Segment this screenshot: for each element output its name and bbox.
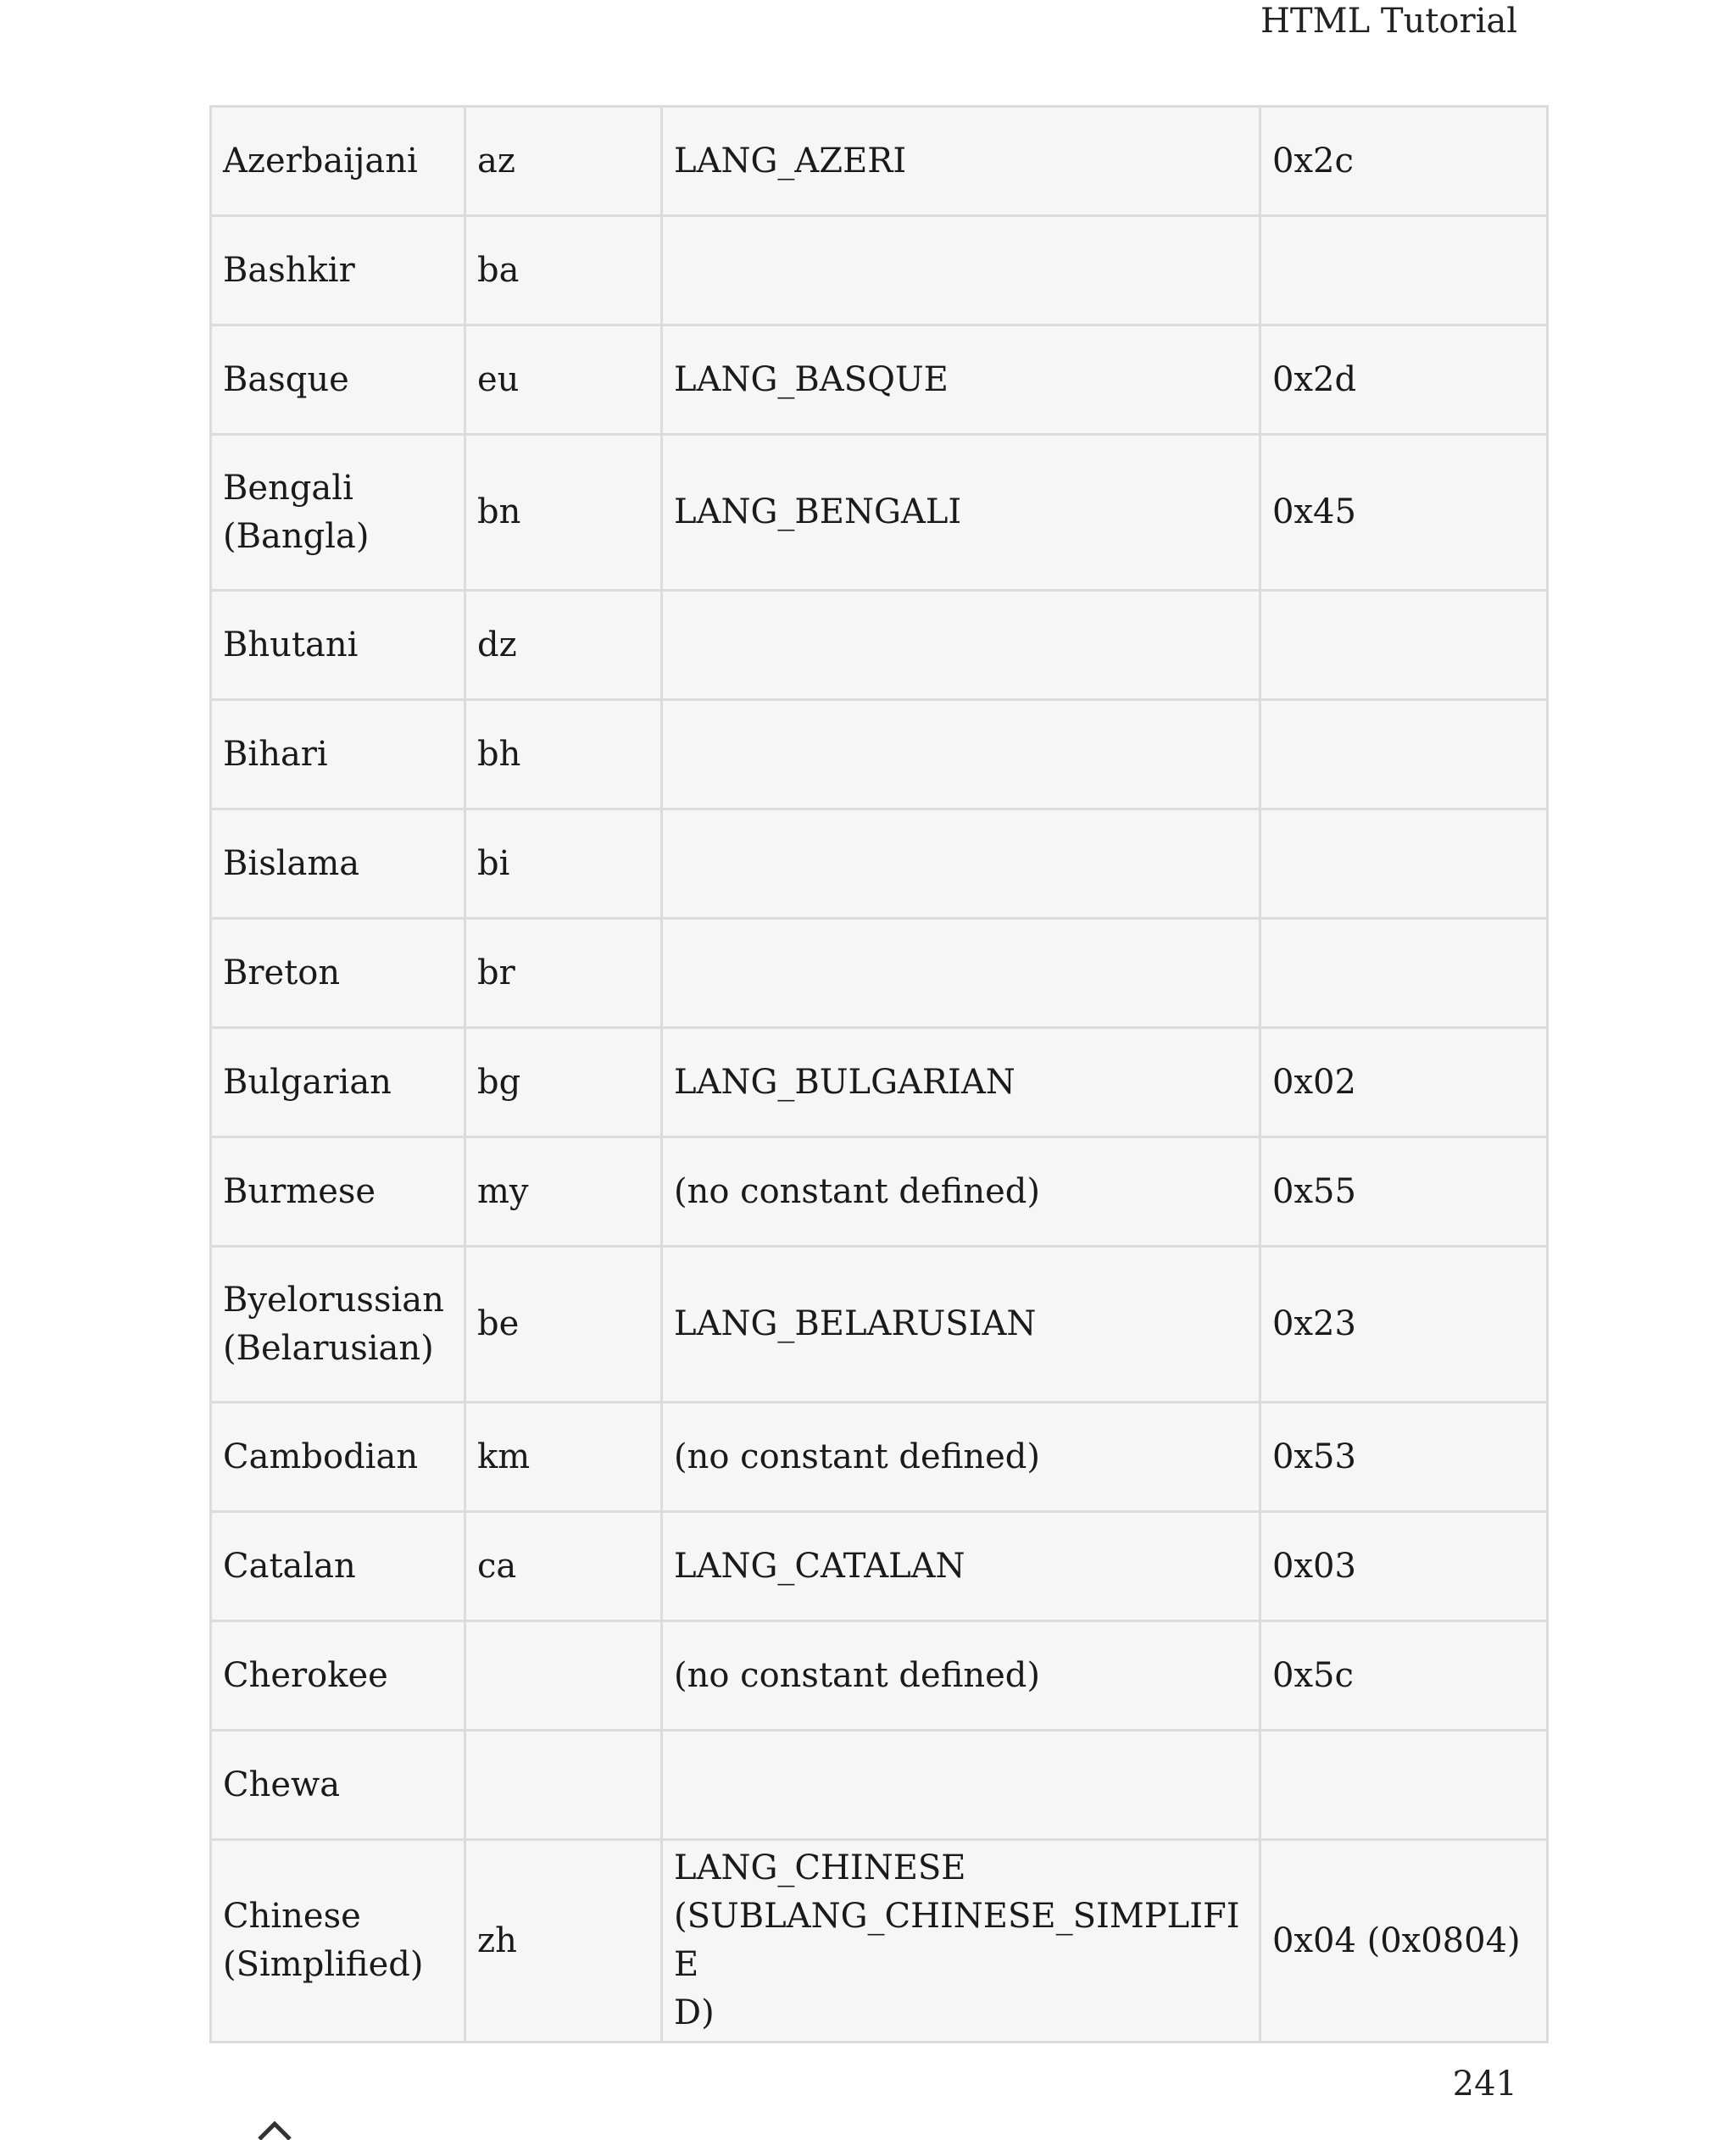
- home-icon[interactable]: [254, 2119, 295, 2140]
- language-constant: [662, 1731, 1260, 1840]
- language-value: 0x45: [1260, 435, 1548, 591]
- language-value: 0x23: [1260, 1247, 1548, 1403]
- table-row: [211, 1621, 1548, 1731]
- language-constant: (no constant defined): [662, 1403, 1260, 1512]
- language-value: [1260, 919, 1548, 1028]
- language-constant: LANG_BELARUSIAN: [662, 1247, 1260, 1403]
- language-name: Azerbaijani: [211, 107, 465, 216]
- table-row: [211, 107, 1548, 216]
- language-constant: LANG_AZERI: [662, 107, 1260, 216]
- language-code: be: [465, 1247, 662, 1403]
- table-row: [211, 591, 1548, 700]
- table-row: [211, 1840, 1548, 2043]
- table-row: [211, 1512, 1548, 1621]
- language-codes-table: [209, 105, 1549, 2043]
- language-name: Bulgarian: [211, 1028, 465, 1137]
- language-value: [1260, 809, 1548, 919]
- table-row: [211, 700, 1548, 809]
- table-row: [211, 216, 1548, 325]
- language-code: [465, 1731, 662, 1840]
- language-constant: LANG_BULGARIAN: [662, 1028, 1260, 1137]
- table-row: [211, 1731, 1548, 1840]
- language-code: bg: [465, 1028, 662, 1137]
- language-constant: [662, 591, 1260, 700]
- language-code: km: [465, 1403, 662, 1512]
- language-name: Cherokee: [211, 1621, 465, 1731]
- language-name: Bengali (Bangla): [211, 435, 465, 591]
- table-row: [211, 325, 1548, 435]
- language-value: 0x02: [1260, 1028, 1548, 1137]
- language-constant: [662, 700, 1260, 809]
- language-code: az: [465, 107, 662, 216]
- table-row: [211, 919, 1548, 1028]
- language-constant: [662, 809, 1260, 919]
- table-row: [211, 1137, 1548, 1247]
- table-row: [211, 1403, 1548, 1512]
- language-value: [1260, 1731, 1548, 1840]
- language-name: Bislama: [211, 809, 465, 919]
- table-row: [211, 809, 1548, 919]
- language-value: 0x55: [1260, 1137, 1548, 1247]
- language-value: 0x2d: [1260, 325, 1548, 435]
- language-constant: [662, 216, 1260, 325]
- language-code: zh: [465, 1840, 662, 2043]
- language-name: Basque: [211, 325, 465, 435]
- language-name: Byelorussian (Belarusian): [211, 1247, 465, 1403]
- language-name: Bihari: [211, 700, 465, 809]
- language-code: my: [465, 1137, 662, 1247]
- language-name: Chewa: [211, 1731, 465, 1840]
- language-value: [1260, 591, 1548, 700]
- table-row: [211, 435, 1548, 591]
- language-code: eu: [465, 325, 662, 435]
- language-constant: (no constant defined): [662, 1137, 1260, 1247]
- language-name: Bhutani: [211, 591, 465, 700]
- language-name: Cambodian: [211, 1403, 465, 1512]
- language-name: Chinese (Simplified): [211, 1840, 465, 2043]
- language-constant: (no constant defined): [662, 1621, 1260, 1731]
- language-name: Breton: [211, 919, 465, 1028]
- language-constant: LANG_BASQUE: [662, 325, 1260, 435]
- language-value: 0x03: [1260, 1512, 1548, 1621]
- language-constant: [662, 919, 1260, 1028]
- language-name: Burmese: [211, 1137, 465, 1247]
- language-value: [1260, 216, 1548, 325]
- language-name: Catalan: [211, 1512, 465, 1621]
- language-value: 0x04 (0x0804): [1260, 1840, 1548, 2043]
- language-code: bi: [465, 809, 662, 919]
- language-code: bh: [465, 700, 662, 809]
- language-constant: LANG_BENGALI: [662, 435, 1260, 591]
- language-name: Bashkir: [211, 216, 465, 325]
- language-constant: LANG_CHINESE (SUBLANG_CHINESE_SIMPLIFIE D): [662, 1840, 1260, 2043]
- language-code: dz: [465, 591, 662, 700]
- page-number: 241: [1452, 2065, 1517, 2104]
- language-code: ca: [465, 1512, 662, 1621]
- table-row: [211, 1028, 1548, 1137]
- language-value: 0x2c: [1260, 107, 1548, 216]
- language-code: bn: [465, 435, 662, 591]
- language-value: 0x5c: [1260, 1621, 1548, 1731]
- language-code: ba: [465, 216, 662, 325]
- language-value: [1260, 700, 1548, 809]
- table-row: [211, 1247, 1548, 1403]
- language-value: 0x53: [1260, 1403, 1548, 1512]
- running-header: HTML Tutorial: [1260, 2, 1517, 41]
- language-code: br: [465, 919, 662, 1028]
- language-code: [465, 1621, 662, 1731]
- language-constant: LANG_CATALAN: [662, 1512, 1260, 1621]
